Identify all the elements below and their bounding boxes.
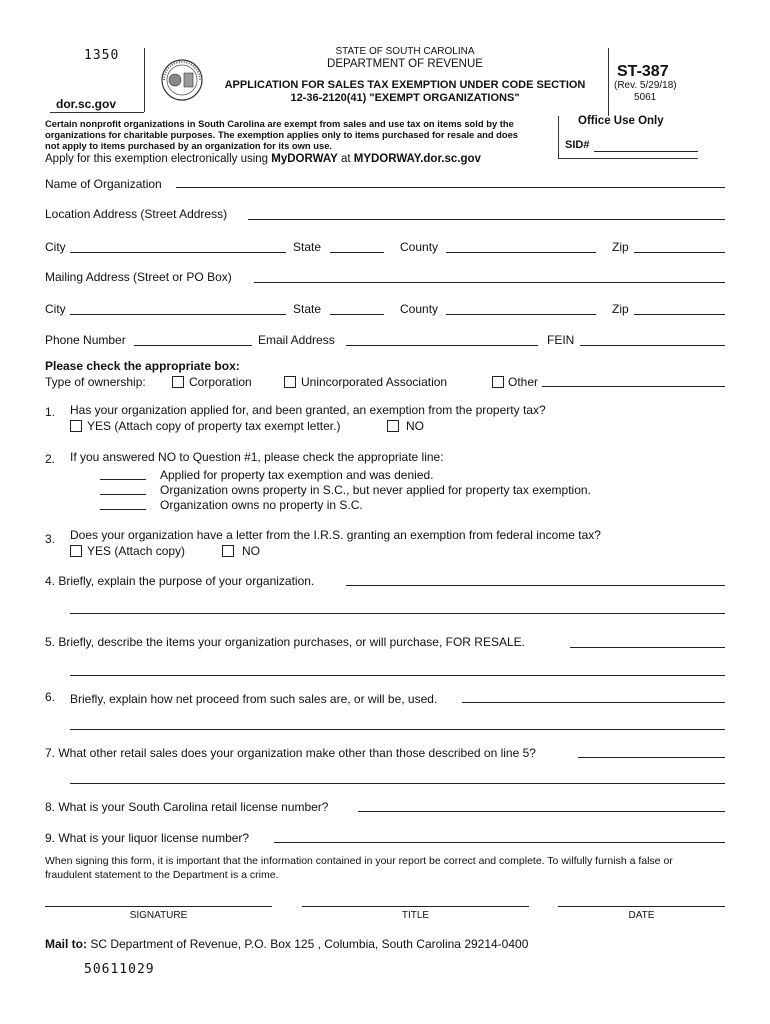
fein-label: FEIN <box>547 333 575 347</box>
county-field[interactable] <box>446 252 596 253</box>
revision-date: (Rev. 5/29/18) <box>614 80 677 91</box>
city-label: City <box>45 240 66 254</box>
q7-text: 7. What other retail sales does your organization make other than those described on line 5? <box>45 746 536 760</box>
form-number: ST-387 <box>617 63 669 80</box>
intro-text: Certain nonprofit organizations in South Carolina are exempt from sales and use tax on items sold by the organizations for charitable purposes. The exemption applies only to items purchased for resale and does not apply to items purchased by an organization for its own use. <box>45 118 519 151</box>
other-checkbox[interactable] <box>492 376 504 388</box>
location-address-label: Location Address (Street Address) <box>45 207 228 221</box>
website-label: dor.sc.gov <box>56 97 117 111</box>
q2-option3-line[interactable] <box>100 509 146 510</box>
scan-code-bottom: 50611029 <box>84 962 155 977</box>
name-of-organization-field[interactable] <box>176 187 725 188</box>
mailing-city-field[interactable] <box>70 314 286 315</box>
q8-answer-line[interactable] <box>358 811 725 812</box>
q6-text: Briefly, explain how net proceed from such sales are, or will be, used. <box>70 692 438 706</box>
q3-yes-checkbox[interactable] <box>70 545 82 557</box>
mailing-address-field[interactable] <box>254 282 725 283</box>
zip-field[interactable] <box>634 252 725 253</box>
q2-option3-label: Organization owns no property in S.C. <box>160 498 363 512</box>
q2-option2-label: Organization owns property in S.C., but never applied for property tax exemption. <box>160 483 591 497</box>
state-seal-icon <box>160 58 204 102</box>
department-name: DEPARTMENT OF REVENUE <box>327 58 483 70</box>
q3-number: 3. <box>45 532 56 546</box>
q1-text: Has your organization applied for, and been granted, an exemption from the property tax? <box>70 403 546 417</box>
mailing-address-label: Mailing Address (Street or PO Box) <box>45 270 232 284</box>
q6-answer-line1[interactable] <box>462 702 725 703</box>
sid-field[interactable] <box>594 151 698 152</box>
q6-answer-line2[interactable] <box>70 729 725 730</box>
q4-answer-line2[interactable] <box>70 613 725 614</box>
other-label: Other <box>508 375 539 389</box>
form-title-line2: 12-36-2120(41) "EXEMPT ORGANIZATIONS" <box>290 92 520 104</box>
mailing-state-label: State <box>293 302 322 316</box>
q2-option2-line[interactable] <box>100 494 146 495</box>
signature-field[interactable] <box>45 906 272 907</box>
corporation-label: Corporation <box>189 375 252 389</box>
q5-answer-line2[interactable] <box>70 675 725 676</box>
title-label: TITLE <box>401 910 430 921</box>
scan-code-top: 1350 <box>84 48 120 63</box>
other-field[interactable] <box>542 386 725 387</box>
state-name: STATE OF SOUTH CAROLINA <box>335 46 475 57</box>
mydorway-link[interactable]: MYDORWAY.dor.sc.gov <box>353 153 481 165</box>
ownership-type-label: Type of ownership: <box>45 375 146 389</box>
penalty-warning: When signing this form, it is important that the information contained in your report be correct and complete. To wilfully furnish a false or fraudulent statement to the Department is a crime. <box>45 855 673 881</box>
q1-yes-label: YES (Attach copy of property tax exempt letter.) <box>87 419 341 433</box>
sid-label: SID# <box>565 139 590 151</box>
unincorporated-label: Unincorporated Association <box>301 375 448 389</box>
signature-label: SIGNATURE <box>129 910 188 921</box>
q6-number: 6. <box>45 690 56 704</box>
q1-no-checkbox[interactable] <box>387 420 399 432</box>
q3-no-checkbox[interactable] <box>222 545 234 557</box>
q1-no-label: NO <box>406 419 424 433</box>
form-title-line1: APPLICATION FOR SALES TAX EXEMPTION UNDER CODE SECTION <box>224 79 586 91</box>
zip-label: Zip <box>612 240 629 254</box>
mailing-county-field[interactable] <box>446 314 596 315</box>
q8-text: 8. What is your South Carolina retail license number? <box>45 800 329 814</box>
q5-answer-line1[interactable] <box>570 647 725 648</box>
q2-number: 2. <box>45 452 56 466</box>
location-address-field[interactable] <box>248 219 725 220</box>
q3-yes-label: YES (Attach copy) <box>87 544 186 558</box>
q7-answer-line2[interactable] <box>70 783 725 784</box>
fein-field[interactable] <box>580 345 725 346</box>
apply-online-text: Apply for this exemption electronically using MyDORWAY at MYDORWAY.dor.sc.gov <box>45 153 481 165</box>
mailing-county-label: County <box>400 302 439 316</box>
q2-option1-line[interactable] <box>100 479 146 480</box>
check-box-heading: Please check the appropriate box: <box>45 359 240 373</box>
q9-text: 9. What is your liquor license number? <box>45 831 250 845</box>
date-label: DATE <box>628 910 655 921</box>
phone-number-label: Phone Number <box>45 333 126 347</box>
q1-number: 1. <box>45 405 56 419</box>
title-field[interactable] <box>302 906 529 907</box>
phone-number-field[interactable] <box>134 345 252 346</box>
email-address-field[interactable] <box>346 345 538 346</box>
q9-answer-line[interactable] <box>274 842 725 843</box>
q3-text: Does your organization have a letter from the I.R.S. granting an exemption from federal income tax? <box>70 528 601 542</box>
name-of-organization-label: Name of Organization <box>45 177 162 191</box>
q2-text: If you answered NO to Question #1, please check the appropriate line: <box>70 450 444 464</box>
email-address-label: Email Address <box>258 333 335 347</box>
mailing-zip-field[interactable] <box>634 314 725 315</box>
q4-text: 4. Briefly, explain the purpose of your organization. <box>45 574 315 588</box>
mailing-zip-label: Zip <box>612 302 629 316</box>
corporation-checkbox[interactable] <box>172 376 184 388</box>
city-field[interactable] <box>70 252 286 253</box>
form-code: 5061 <box>634 92 657 103</box>
mailing-state-field[interactable] <box>330 314 384 315</box>
county-label: County <box>400 240 439 254</box>
state-field[interactable] <box>330 252 384 253</box>
state-label: State <box>293 240 322 254</box>
mailing-instructions: Mail to: SC Department of Revenue, P.O. Box 125 , Columbia, South Carolina 29214-0400 <box>45 937 529 951</box>
q4-answer-line1[interactable] <box>346 585 725 586</box>
q2-option1-label: Applied for property tax exemption and was denied. <box>160 468 434 482</box>
mailing-city-label: City <box>45 302 66 316</box>
unincorporated-checkbox[interactable] <box>284 376 296 388</box>
q5-text: 5. Briefly, describe the items your organization purchases, or will purchase, FOR RESALE. <box>45 635 525 649</box>
office-use-label: Office Use Only <box>578 115 664 127</box>
q3-no-label: NO <box>242 544 260 558</box>
q1-yes-checkbox[interactable] <box>70 420 82 432</box>
q7-answer-line1[interactable] <box>578 757 725 758</box>
date-field[interactable] <box>558 906 725 907</box>
